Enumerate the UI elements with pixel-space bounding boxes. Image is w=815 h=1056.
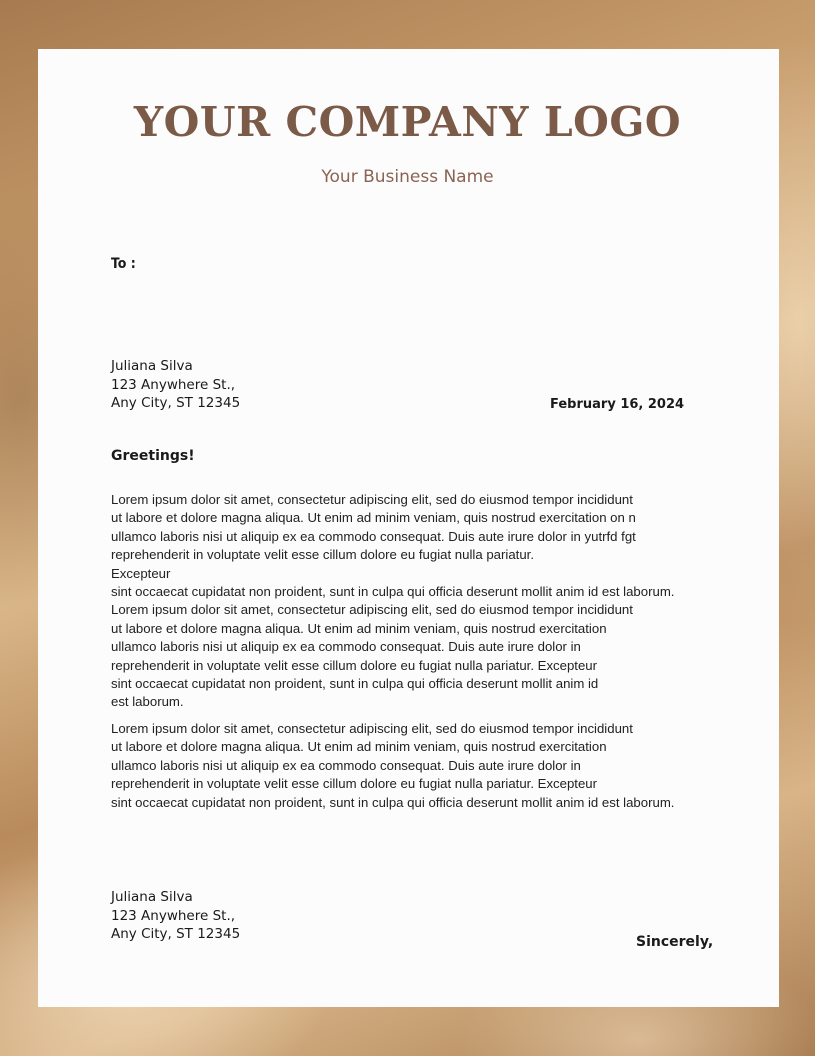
business-name: Your Business Name (321, 167, 494, 187)
body-line: sint occaecat cupidatat non proident, sunt in culpa qui officia deserunt mollit anim id est laborum. (111, 794, 675, 810)
sender-name: Juliana Silva (111, 889, 193, 905)
body-paragraph-1 (111, 491, 721, 712)
sender-street: 123 Anywhere St., (111, 907, 236, 924)
body-line: ut labore et dolore magna aliqua. Ut enim ad minim veniam, quis nostrud exercitation (111, 739, 607, 755)
sender-street: 123 Anywhere St., (111, 376, 236, 393)
body-paragraph-2 (111, 720, 721, 812)
sender-address-top (111, 357, 240, 413)
body-line: ullamco laboris nisi ut aliquip ex ea commodo consequat. Duis aute irure dolor in (111, 639, 581, 655)
body-line: Lorem ipsum dolor sit amet, consectetur adipiscing elit, sed do eiusmod tempor incididunt (111, 721, 633, 736)
sender-city: Any City, ST 12345 (111, 395, 241, 411)
body-line: sint occaecat cupidatat non proident, sunt in culpa qui officia deserunt mollit anim id (111, 676, 599, 692)
body-line: Lorem ipsum dolor sit amet, consectetur adipiscing elit, sed do eiusmod tempor incididunt (111, 492, 633, 507)
body-line: reprehenderit in voluptate velit esse cillum dolore eu fugiat nulla pariatur. Excepteur (111, 657, 598, 673)
recipient-to-label: To : (111, 256, 136, 272)
sender-name: Juliana Silva (111, 358, 193, 374)
body-line: sint occaecat cupidatat non proident, sunt in culpa qui officia deserunt mollit anim id est laborum. (111, 584, 675, 600)
letter-date: February 16, 2024 (550, 397, 685, 412)
body-line: ullamco laboris nisi ut aliquip ex ea commodo consequat. Duis aute irure dolor in (111, 757, 581, 773)
greeting: Greetings! (111, 448, 195, 464)
body-line: est laborum. (111, 694, 184, 710)
body-line: reprehenderit in voluptate velit esse cillum dolore eu fugiat nulla pariatur. (111, 547, 534, 563)
body-line: Lorem ipsum dolor sit amet, consectetur adipiscing elit, sed do eiusmod tempor incididunt (111, 602, 633, 618)
sender-address-bottom (111, 888, 240, 944)
body-line: ut labore et dolore magna aliqua. Ut enim ad minim veniam, quis nostrud exercitation (111, 620, 607, 636)
body-line: ullamco laboris nisi ut aliquip ex ea commodo consequat. Duis aute irure dolor in yutrfd fgt (111, 528, 636, 544)
sender-city: Any City, ST 12345 (111, 926, 241, 942)
body-line: ut labore et dolore magna aliqua. Ut enim ad minim veniam, quis nostrud exercitation on n (111, 510, 636, 526)
body-line: Excepteur (111, 565, 171, 581)
body-line: reprehenderit in voluptate velit esse cillum dolore eu fugiat nulla pariatur. Excepteur (111, 776, 598, 792)
company-logo: YOUR COMPANY LOGO (133, 98, 682, 146)
closing-sincerely: Sincerely, (636, 934, 714, 950)
